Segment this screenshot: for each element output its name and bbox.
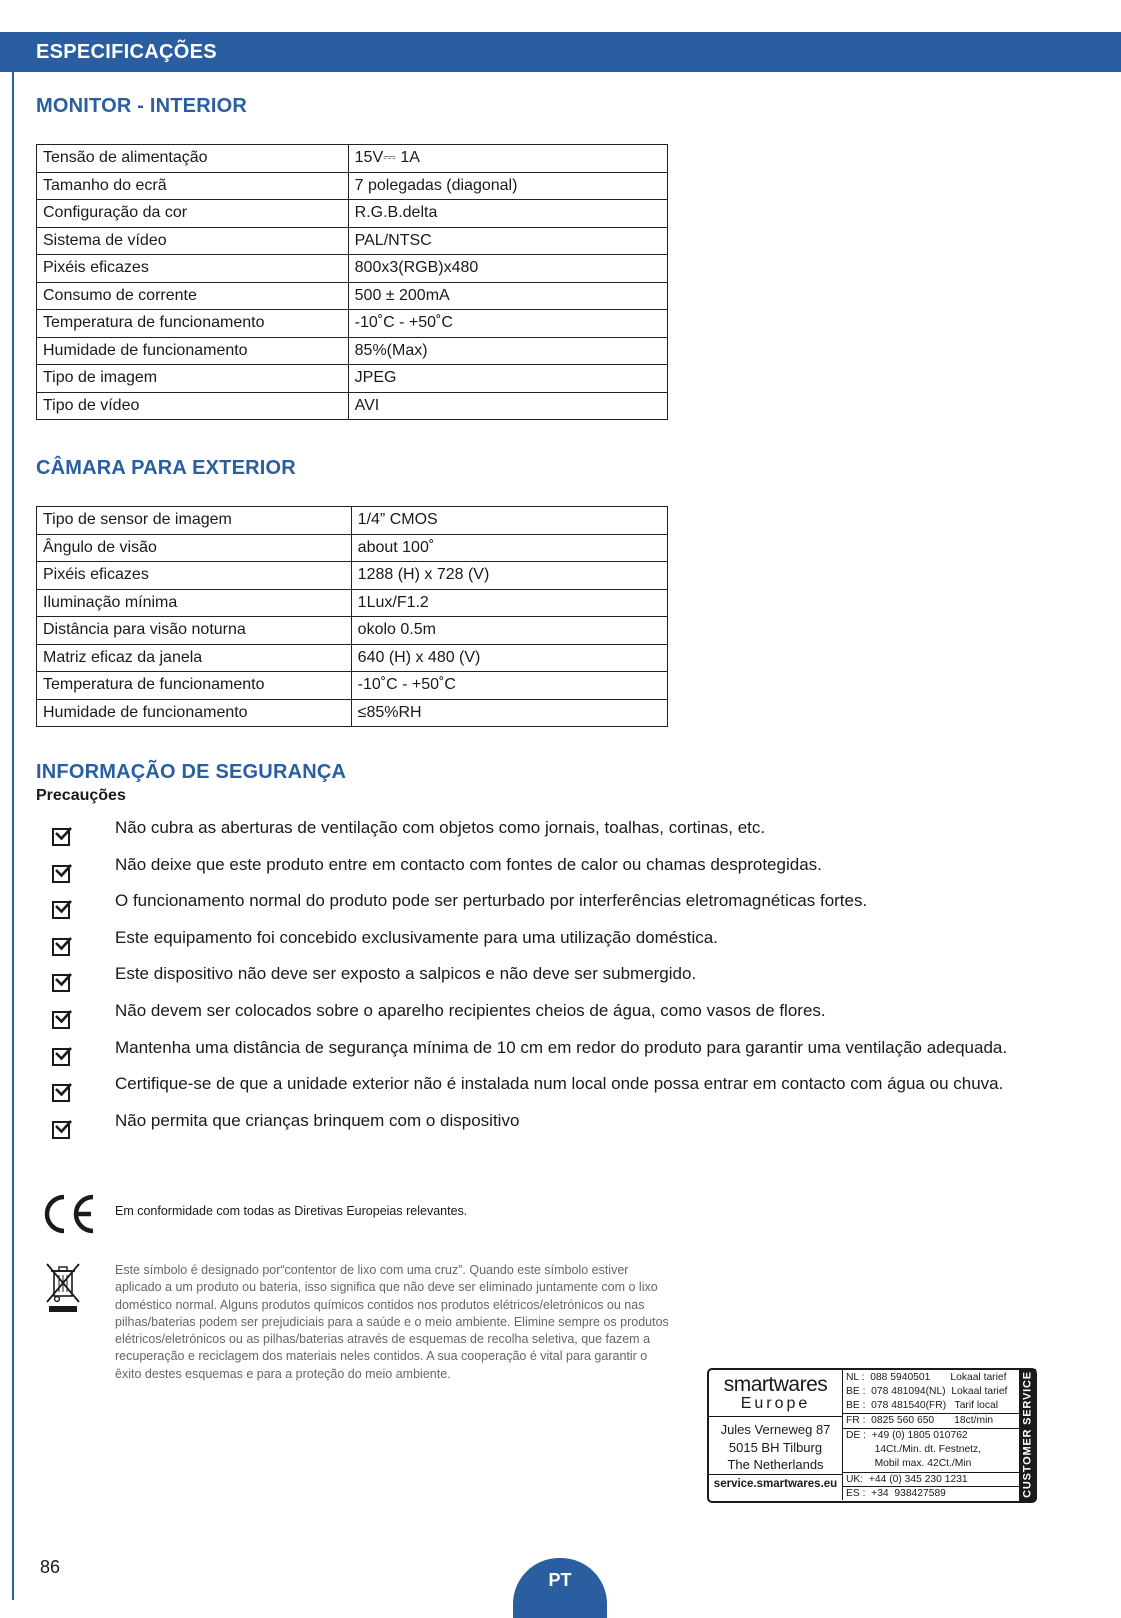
precaution-text: Não devem ser colocados sobre o aparelho recipientes cheios de água, como vasos de flores. [115,1001,826,1020]
precaution-item [0,1038,1121,1074]
precaution-text: Este equipamento foi concebido exclusivamente para uma utilização doméstica. [115,927,718,947]
precaution-item [0,928,1121,964]
spec-row [37,200,668,228]
spec-row [37,562,668,590]
precaution-item [0,1111,1121,1147]
spec-value: AVI [348,392,667,420]
logo-region: Europe [740,1395,811,1412]
spec-value: okolo 0.5m [351,617,667,645]
ce-conformity-text: Em conformidade com todas as Diretivas Europeias relevantes. [115,1204,468,1218]
precaution-item [0,818,1121,854]
spec-value: 800x3(RGB)x480 [348,255,667,283]
logo-brand: smartwares [723,1373,828,1396]
precaution-item [0,891,1121,927]
precaution-text: Este dispositivo não deve ser exposto a salpicos e não deve ser submergido. [115,964,697,984]
spec-row [37,172,668,200]
language-tab [513,1558,607,1618]
spec-label: Tensão de alimentação [37,145,349,173]
spec-row [37,672,668,700]
checkbox-checked-icon [52,865,70,883]
spec-label: Tipo de sensor de imagem [37,507,352,535]
spec-label: Temperatura de funcionamento [37,310,349,338]
spec-row [37,589,668,617]
spec-row [37,282,668,310]
ce-mark-icon [40,1193,96,1235]
service-phone-line: Mobil max. 42Ct./Min [846,1458,972,1469]
spec-label: Distância para visão noturna [37,617,352,645]
spec-row [37,644,668,672]
precaution-text: Mantenha uma distância de segurança mínima de 10 cm em redor do produto para garantir uma ventilação adequada. [115,1037,1008,1057]
address-line: Jules Verneweg 87 [720,1422,831,1437]
precaution-text: Não permita que crianças brinquem com o dispositivo [115,1110,520,1130]
precaution-text: O funcionamento normal do produto pode ser perturbado por interferências eletromagnéticas fortes. [115,891,868,911]
weee-disposal-text: Este símbolo é designado por“contentor de lixo com uma cruz”. Quando este símbolo estiver aplicado a um produto ou bateria, isso significa que não deve ser eliminado juntamente com o lixo doméstico normal. Alguns produtos químicos contidos nos produtos elétricos/eletrónicos ou nas pilhas/baterias podem ser prejudiciais para a saúde e o meio ambiente. Elimine sempre os produtos elétricos/eletrónicos ou as pilhas/baterias através de esquemas de recolha seletiva, que fazem a recuperação e reciclagem dos materiais neles contidos. A sua cooperação é vital para garantir o êxito destes esquemas e para a proteção do meio ambiente. [115,1263,669,1381]
service-phone-line: FR : 0825 560 650 18ct/min [846,1415,994,1426]
spec-row [37,337,668,365]
spec-value: R.G.B.delta [348,200,667,228]
spec-value: 15V⎓ 1A [348,145,667,173]
spec-value: ≤85%RH [351,699,667,727]
checkbox-checked-icon [52,1084,70,1102]
language-label: PT [548,1570,572,1590]
checkbox-checked-icon [52,938,70,956]
service-phone-line: 14Ct./Min. dt. Festnetz, [846,1444,982,1455]
spec-label: Sistema de vídeo [37,227,349,255]
checkbox-checked-icon [52,1011,70,1029]
checkbox-checked-icon [52,974,70,992]
spec-row [37,699,668,727]
spec-value: PAL/NTSC [348,227,667,255]
page-title: ESPECIFICAÇÕES [36,41,217,63]
precaution-text: Não cubra as aberturas de ventilação com objetos como jornais, toalhas, cortinas, etc. [115,818,766,837]
spec-row [37,534,668,562]
spec-label: Tamanho do ecrã [37,172,349,200]
spec-value: 1/4” CMOS [351,507,667,535]
spec-value: 500 ± 200mA [348,282,667,310]
spec-row [37,310,668,338]
service-phone-line: BE : 078 481540(FR) Tarif local [846,1400,999,1411]
spec-label: Pixéis eficazes [37,255,349,283]
monitor-spec-table [36,144,668,420]
spec-label: Humidade de funcionamento [37,337,349,365]
customer-service-vertical-label [1019,1369,1036,1501]
spec-row [37,392,668,420]
spec-label: Temperatura de funcionamento [37,672,352,700]
spec-value: 1Lux/F1.2 [351,589,667,617]
precautions-subtitle: Precauções [36,787,126,804]
spec-row [37,507,668,535]
header-banner [0,32,1121,72]
precaution-text: Certifique-se de que a unidade exterior não é instalada num local onde possa entrar em contacto com água ou chuva. [115,1074,1004,1094]
precaution-text: Não deixe que este produto entre em contacto com fontes de calor ou chamas desprotegidas. [115,854,822,874]
spec-label: Consumo de corrente [37,282,349,310]
spec-label: Matriz eficaz da janela [37,644,352,672]
address-line: 5015 BH Tilburg [728,1439,823,1455]
spec-value: JPEG [348,365,667,393]
service-phone-line: ES : +34 938427589 [846,1488,946,1499]
customer-service-box [707,1368,1037,1503]
camera-spec-table [36,506,668,727]
monitor-section-title: MONITOR - INTERIOR [36,95,248,117]
spec-row [37,255,668,283]
spec-value: -10˚C - +50˚C [348,310,667,338]
spec-value: 85%(Max) [348,337,667,365]
spec-value: about 100˚ [351,534,667,562]
spec-label: Tipo de vídeo [37,392,349,420]
safety-section-title: INFORMAÇÃO DE SEGURANÇA [36,761,347,783]
page-number: 86 [40,1557,61,1577]
precaution-item [0,1001,1121,1037]
spec-label: Configuração da cor [37,200,349,228]
spec-label: Pixéis eficazes [37,562,352,590]
spec-label: Humidade de funcionamento [37,699,352,727]
crossed-bin-icon [45,1262,81,1314]
precaution-item [0,964,1121,1000]
service-phone-line: NL : 088 5940501 Lokaal tarief [846,1372,1007,1383]
spec-row [37,617,668,645]
service-phone-line: BE : 078 481094(NL) Lokaal tarief [846,1386,1008,1397]
smartwares-logo [709,1370,842,1417]
checkbox-checked-icon [52,828,70,846]
address-line: The Netherlands [727,1457,824,1472]
service-phone-line: UK: +44 (0) 345 230 1231 [846,1474,968,1485]
spec-label: Iluminação mínima [37,589,352,617]
spec-value: -10˚C - +50˚C [351,672,667,700]
spec-row [37,365,668,393]
service-address [709,1418,842,1475]
spec-label: Tipo de imagem [37,365,349,393]
precaution-item [0,1074,1121,1110]
camera-section-title: CÂMARA PARA EXTERIOR [36,457,296,479]
spec-value: 640 (H) x 480 (V) [351,644,667,672]
spec-value: 1288 (H) x 728 (V) [351,562,667,590]
checkbox-checked-icon [52,1121,70,1139]
customer-service-text: CUSTOMER SERVICE [1021,1371,1034,1498]
checkbox-checked-icon [52,1048,70,1066]
spec-label: Ângulo de visão [37,534,352,562]
service-phone-line: DE : +49 (0) 1805 010762 [846,1430,968,1441]
spec-row [37,227,668,255]
spec-value: 7 polegadas (diagonal) [348,172,667,200]
checkbox-checked-icon [52,901,70,919]
service-address-panel [709,1370,843,1500]
precaution-item [0,855,1121,891]
service-phone-list [843,1370,1019,1500]
spec-row [37,145,668,173]
service-website: service.smartwares.eu [713,1478,838,1490]
